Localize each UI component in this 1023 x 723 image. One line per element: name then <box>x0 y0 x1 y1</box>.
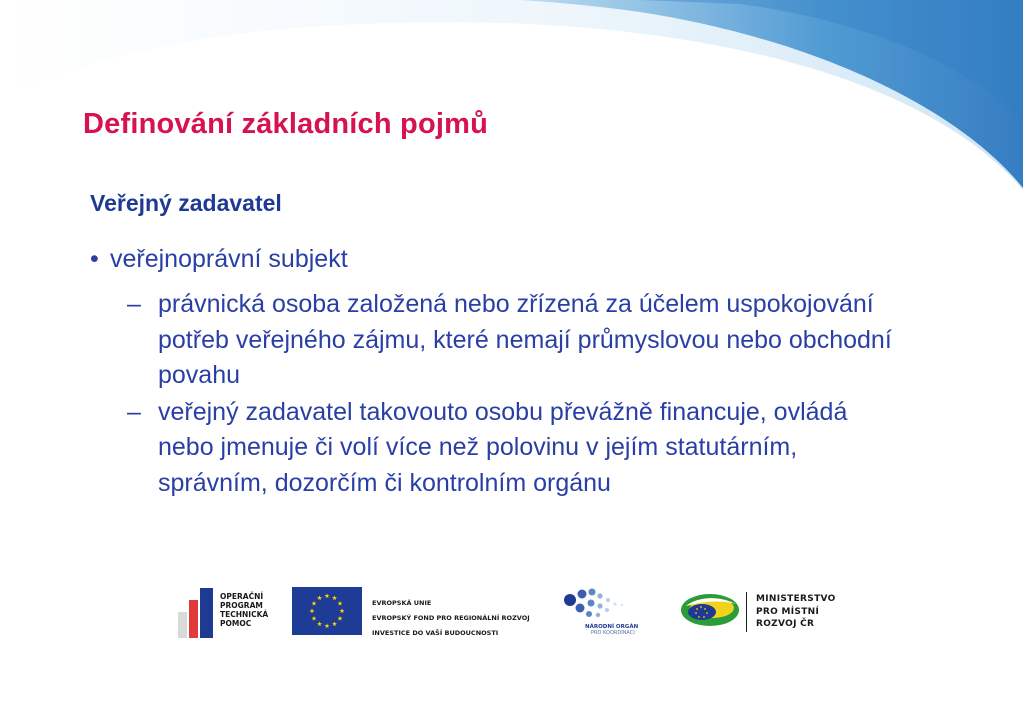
sub-bullet-item <box>127 287 907 394</box>
mmr-logo-divider <box>746 592 747 632</box>
sub-bullet-text: právnická osoba založená nebo zřízená za účelem uspokojování potřeb veřejného zájmu, které nemají průmyslovou nebo obchodní povahu <box>158 290 892 389</box>
bullet-text: veřejnoprávní subjekt <box>110 245 348 273</box>
sub-bullet-text: veřejný zadavatel takovouto osobu převážně financuje, ovládá nebo jmenuje či volí více než polovinu v jejím statutárním, správním, dozorčím či kontrolním orgánu <box>158 397 848 497</box>
eu-logo-text <box>372 596 530 641</box>
dash-marker: – <box>127 397 141 426</box>
mmr-line: MINISTERSTVO <box>756 594 836 604</box>
slide-subtitle: Veřejný zadavatel <box>90 190 282 216</box>
eu-line: EVROPSKÁ UNIE <box>372 599 432 607</box>
eu-line: INVESTICE DO VAŠÍ BUDOUCNOSTI <box>372 629 499 637</box>
slide-title: Definování základních pojmů <box>83 108 489 140</box>
logo-strip <box>0 580 1023 650</box>
optp-line: TECHNICKÁ <box>220 610 269 619</box>
bullet-item <box>90 245 348 274</box>
optp-line: OPERAČNÍ <box>220 592 264 601</box>
sub-bullet-list <box>127 287 907 502</box>
mmr-logo-icon <box>680 592 740 628</box>
nok-logo-title: NÁRODNÍ ORGÁN <box>585 624 639 630</box>
dash-marker: – <box>127 290 141 318</box>
mmr-logo-text <box>756 593 836 631</box>
optp-line: POMOC <box>220 619 252 628</box>
bullet-marker: • <box>90 245 99 273</box>
sub-bullet-item <box>127 395 907 502</box>
optp-line: PROGRAM <box>220 601 263 610</box>
mmr-line: ROZVOJ ČR <box>756 619 815 629</box>
eu-line: EVROPSKÝ FOND PRO REGIONÁLNÍ ROZVOJ <box>372 614 530 622</box>
optp-logo-text <box>220 592 268 628</box>
mmr-line: PRO MÍSTNÍ <box>756 606 820 617</box>
nok-logo-subtitle: PRO KOORDINACI <box>591 630 635 636</box>
eu-flag-icon <box>292 587 362 635</box>
